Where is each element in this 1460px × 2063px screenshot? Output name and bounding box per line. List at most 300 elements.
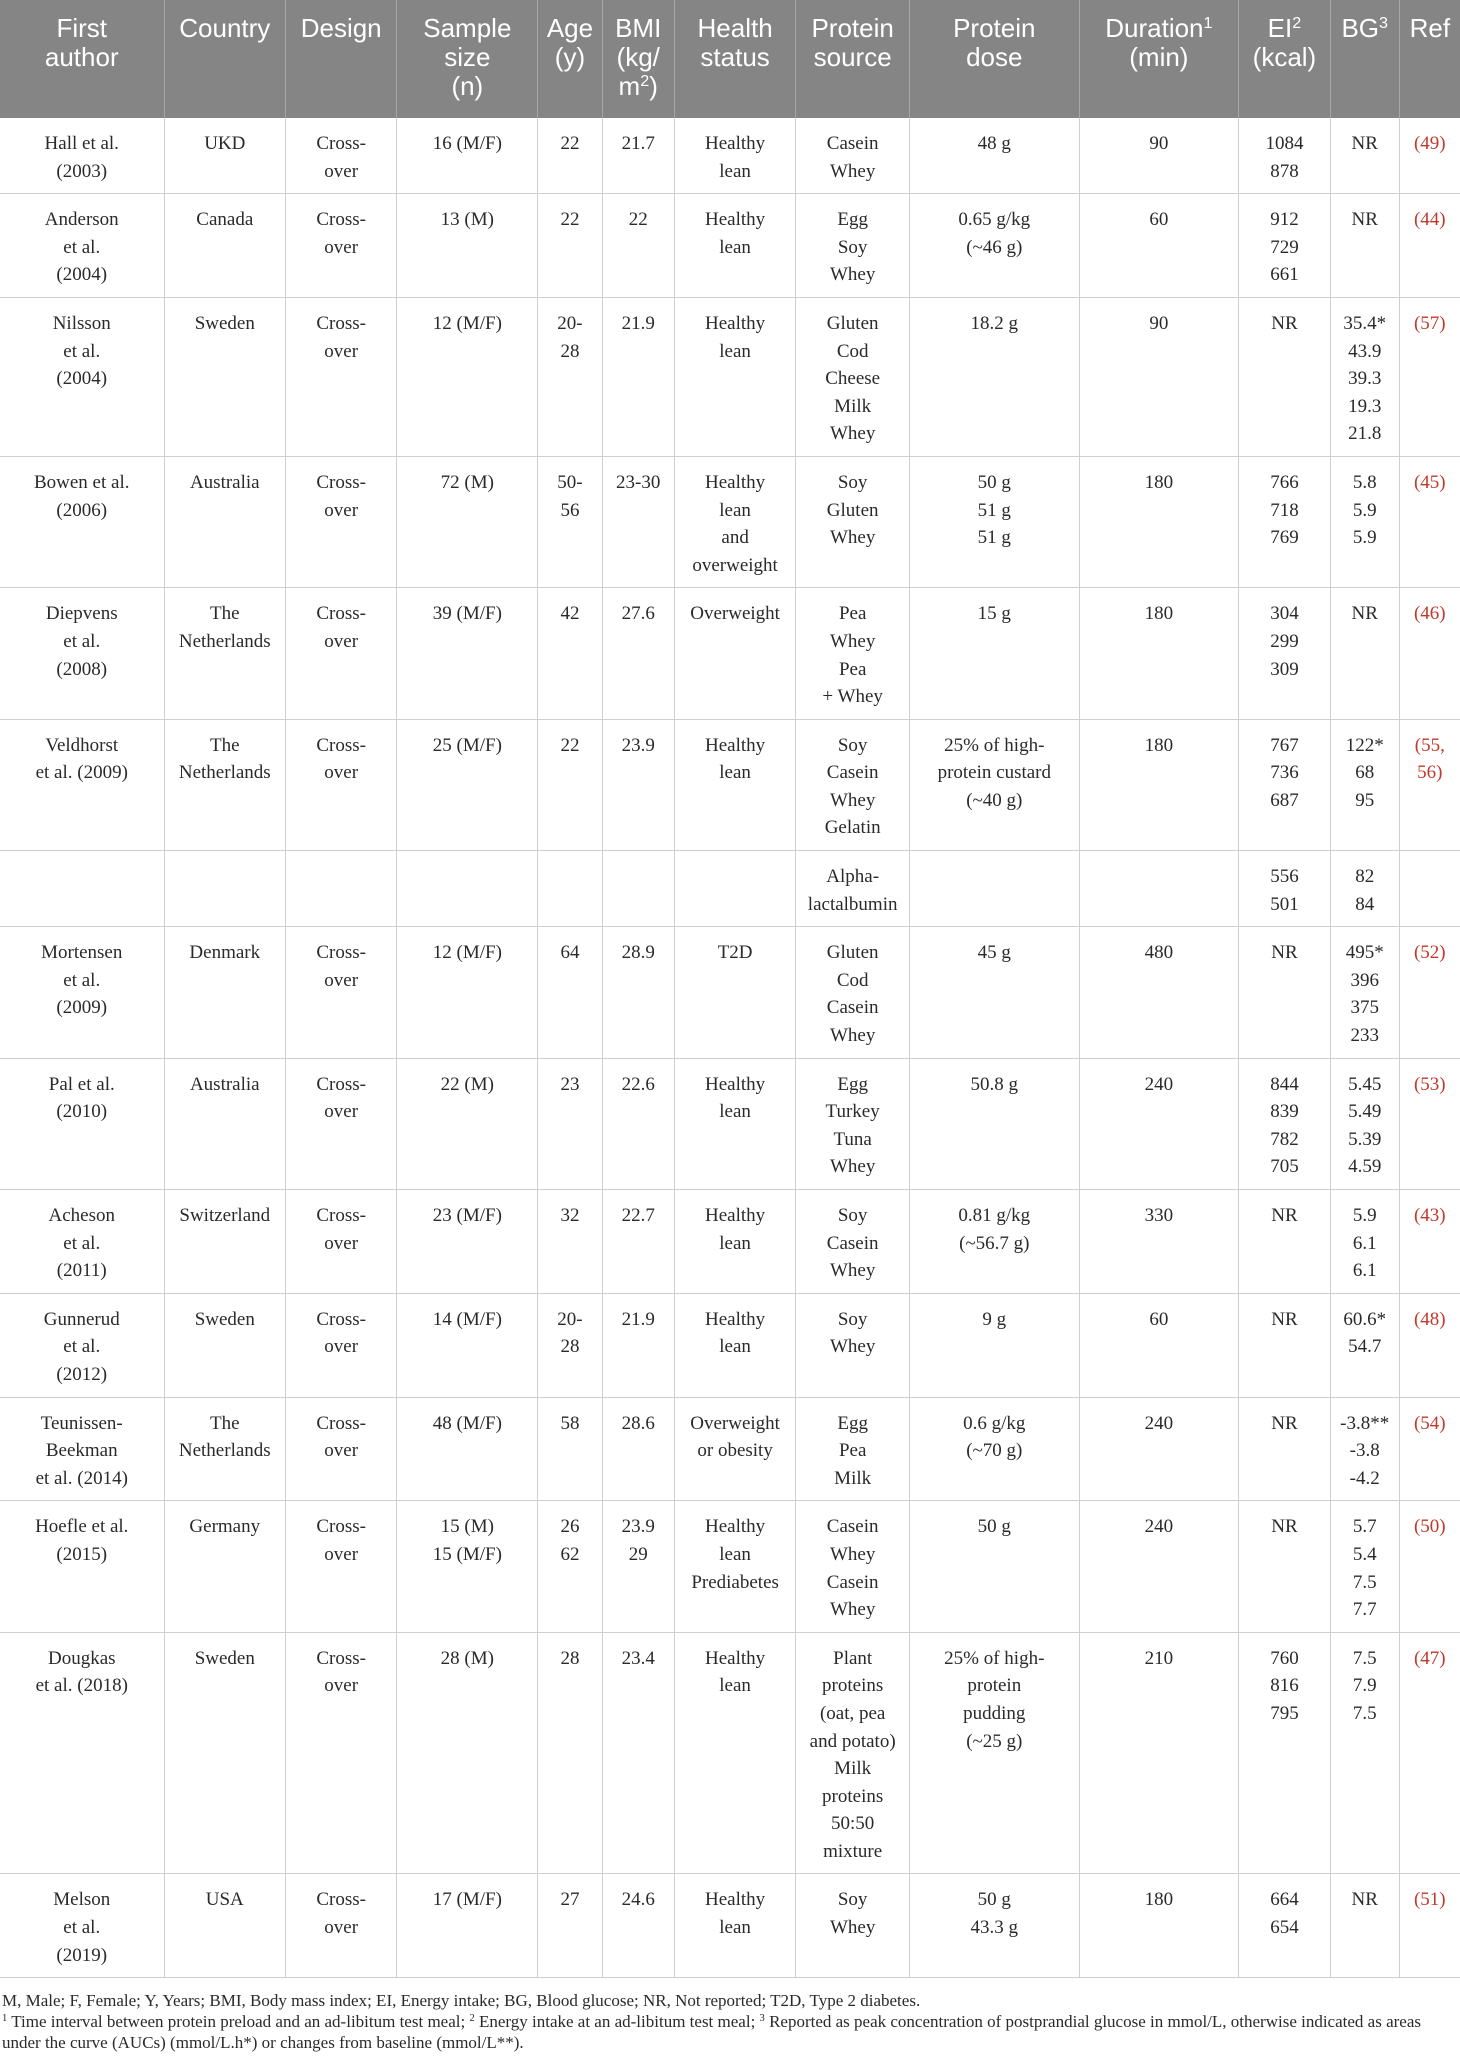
cell-line: 39 (M/F) (432, 603, 502, 625)
cell-line: Canada (196, 209, 254, 231)
cell-line: 180 (1144, 603, 1174, 625)
cell-line[interactable]: (50) (1413, 1516, 1446, 1538)
cell-line: (2009) (56, 997, 108, 1019)
cell-line: Hoefle et al. (35, 1516, 129, 1538)
cell-line: Milk (834, 395, 872, 417)
cell-line: -4.2 (1349, 1467, 1380, 1489)
cell-line: lean (719, 160, 751, 182)
cell-line: + Whey (822, 686, 883, 708)
cell-ei (1239, 1058, 1331, 1189)
cell-health (674, 1058, 796, 1189)
cell-line: 330 (1144, 1205, 1174, 1226)
cell-duration (1079, 719, 1238, 850)
cell-author (0, 456, 164, 587)
cell-design (286, 1058, 397, 1189)
cell-line[interactable]: 56) (1417, 762, 1443, 784)
cell-line: Anderson (44, 209, 119, 231)
cell-country (164, 118, 286, 194)
cell-bmi (602, 1632, 674, 1874)
cell-line: Casein (826, 133, 879, 154)
cell-line: and potato) (809, 1730, 896, 1752)
header-bmi-label: BMI (kg/ $m^2$) (615, 13, 662, 101)
cell-line: 58 (560, 1412, 580, 1434)
cell-line: Sweden (194, 1647, 255, 1669)
cell-line: pudding (963, 1702, 1026, 1724)
cell-line: The (210, 734, 240, 756)
cell-line[interactable]: (47) (1413, 1647, 1446, 1669)
cell-line: 912 (1270, 209, 1299, 231)
cell-ref (1399, 297, 1460, 456)
cell-line: (~56.7 g) (959, 1232, 1030, 1254)
cell-ei (1239, 297, 1331, 456)
cell-line: Cross- (316, 1889, 366, 1911)
cell-line: over (324, 1675, 359, 1697)
cell-line: 12 (M/F) (432, 942, 502, 964)
cell-health (674, 851, 796, 927)
cell-line: et al. (63, 1232, 101, 1254)
table-row (0, 1632, 1460, 1874)
cell-ref (1399, 1058, 1460, 1189)
cell-line: 15 (M/F) (432, 1543, 502, 1565)
cell-line: 180 (1144, 1889, 1174, 1911)
cell-line: NR (1351, 209, 1378, 231)
cell-source (796, 297, 910, 456)
cell-sample (397, 1397, 538, 1501)
cell-bg (1330, 1501, 1399, 1632)
cell-line: Pea (838, 603, 867, 625)
cell-source (796, 1874, 910, 1978)
cell-line: et al. (63, 340, 101, 362)
cell-line: Pal et al. (48, 1073, 115, 1095)
cell-line[interactable]: (54) (1413, 1412, 1446, 1434)
cell-country (164, 297, 286, 456)
cell-line[interactable]: (46) (1413, 603, 1446, 625)
cell-ref (1399, 118, 1460, 194)
cell-source (796, 1190, 910, 1294)
cell-line: Casein (826, 997, 879, 1019)
cell-line: (oat, pea (819, 1702, 886, 1724)
cell-design (286, 1397, 397, 1501)
cell-line: lean (719, 236, 751, 258)
cell-line: 21.8 (1348, 423, 1382, 445)
cell-line: Mortensen (41, 942, 123, 964)
cell-age (538, 1874, 602, 1978)
cell-author (0, 194, 164, 298)
table-footnotes (2, 1990, 1452, 2053)
cell-line: Dougkas (47, 1647, 116, 1669)
cell-line: Healthy (705, 1516, 766, 1538)
cell-author (0, 1874, 164, 1978)
cell-country (164, 851, 286, 927)
cell-bmi (602, 1874, 674, 1978)
cell-ref (1399, 456, 1460, 587)
cell-dose (909, 1397, 1079, 1501)
cell-line: 0.65 g/kg (958, 209, 1031, 231)
cell-line: 1084 (1265, 133, 1304, 154)
cell-line: Diepvens (45, 603, 118, 625)
cell-dose (909, 1190, 1079, 1294)
cell-line: 766 (1270, 471, 1299, 493)
cell-age (538, 588, 602, 719)
cell-line: 17 (M/F) (432, 1889, 502, 1911)
cell-sample (397, 1293, 538, 1397)
cell-author (0, 1632, 164, 1874)
cell-line: overweight (692, 554, 778, 576)
cell-line: et al. (2009) (35, 762, 128, 784)
cell-age (538, 456, 602, 587)
cell-sample (397, 1874, 538, 1978)
cell-bmi (602, 456, 674, 587)
cell-line: 54.7 (1348, 1336, 1382, 1358)
cell-age (538, 1397, 602, 1501)
cell-author (0, 297, 164, 456)
cell-bg (1330, 118, 1399, 194)
cell-line: over (324, 1440, 359, 1462)
cell-line: 68 (1355, 762, 1375, 784)
cell-dose (909, 194, 1079, 298)
cell-line: (2011) (56, 1260, 107, 1282)
cell-line: Soy (837, 236, 868, 258)
cell-line: Egg (837, 1412, 868, 1434)
cell-line: Netherlands (178, 630, 271, 652)
cell-line: Switzerland (179, 1205, 271, 1226)
cell-line: 20- (557, 1308, 583, 1330)
cell-line[interactable]: (45) (1413, 471, 1446, 493)
cell-dose (909, 719, 1079, 850)
cell-line: 22 (560, 734, 580, 756)
cell-sample (397, 456, 538, 587)
cell-line: 844 (1270, 1073, 1299, 1095)
cell-line: 654 (1270, 1917, 1299, 1939)
cell-line: (2010) (56, 1101, 108, 1123)
cell-line[interactable]: (51) (1413, 1889, 1446, 1911)
cell-line: Cross- (316, 209, 366, 231)
cell-line: 56 (560, 499, 580, 521)
cell-line: lean (719, 1675, 751, 1697)
cell-line: Turkey (825, 1101, 880, 1123)
cell-line: 28.6 (621, 1412, 655, 1434)
cell-line: 48 (M/F) (432, 1412, 502, 1434)
cell-line: Whey (829, 630, 876, 652)
cell-bmi (602, 1501, 674, 1632)
cell-health (674, 1501, 796, 1632)
cell-line: Netherlands (178, 762, 271, 784)
cell-line: 28.9 (621, 942, 655, 964)
cell-line: 15 (M) (440, 1516, 494, 1538)
cell-line: (2004) (56, 368, 108, 390)
cell-dose (909, 851, 1079, 927)
cell-line: et al. (63, 1917, 101, 1939)
cell-line: 48 g (977, 133, 1011, 154)
cell-line: 22 (628, 209, 648, 231)
header-sample-size (397, 0, 538, 118)
cell-bmi (602, 118, 674, 194)
cell-line: Teunissen- (40, 1412, 123, 1434)
cell-sample (397, 927, 538, 1058)
cell-line: 210 (1144, 1647, 1174, 1669)
cell-sample (397, 194, 538, 298)
cell-bg (1330, 851, 1399, 927)
table-header (0, 0, 1460, 118)
cell-design (286, 719, 397, 850)
cell-line: 480 (1144, 942, 1174, 964)
cell-line[interactable]: (43) (1413, 1205, 1446, 1226)
cell-bg (1330, 1632, 1399, 1874)
cell-line: over (324, 340, 359, 362)
header-first-author-label: First author (44, 13, 119, 72)
cell-country (164, 456, 286, 587)
cell-line: Whey (829, 160, 876, 182)
cell-line: Cross- (316, 1073, 366, 1095)
cell-line: 39.3 (1348, 368, 1382, 390)
cell-line: 180 (1144, 734, 1174, 756)
cell-dose (909, 297, 1079, 456)
cell-line: 122* (1345, 734, 1384, 756)
cell-line: 27.6 (621, 603, 655, 625)
cell-age (538, 1293, 602, 1397)
cell-line: lactalbumin (807, 893, 898, 915)
cell-bmi (602, 1397, 674, 1501)
cell-line: Whey (829, 789, 876, 811)
cell-ei (1239, 851, 1331, 927)
cell-health (674, 194, 796, 298)
cell-line: T2D (717, 942, 753, 964)
header-duration-label: Duration$^1$ (min) (1105, 13, 1213, 72)
cell-line: 240 (1144, 1073, 1174, 1095)
cell-line: 22 (560, 209, 580, 231)
cell-design (286, 1190, 397, 1294)
cell-source (796, 118, 910, 194)
cell-line: 664 (1270, 1889, 1299, 1911)
header-country (164, 0, 286, 118)
cell-line: proteins (822, 1785, 884, 1807)
cell-line: 20- (557, 312, 583, 334)
cell-line: Tuna (833, 1128, 872, 1150)
header-ei-label: $EI^2$ (kcal) (1252, 13, 1317, 72)
cell-line: 50 g (977, 1516, 1011, 1538)
cell-design (286, 851, 397, 927)
cell-sample (397, 1501, 538, 1632)
cell-line: Sweden (194, 1308, 255, 1330)
cell-duration (1079, 927, 1238, 1058)
cell-source (796, 851, 910, 927)
cell-line: Milk (834, 1758, 872, 1780)
table-body (0, 118, 1460, 1978)
cell-line: lean (719, 1232, 751, 1254)
cell-bmi (602, 194, 674, 298)
cell-dose (909, 588, 1079, 719)
cell-line: Gelatin (824, 817, 881, 839)
cell-ei (1239, 118, 1331, 194)
cell-line[interactable]: (55, (1414, 734, 1445, 756)
cell-dose (909, 456, 1079, 587)
cell-health (674, 1190, 796, 1294)
cell-duration (1079, 456, 1238, 587)
cell-line: 782 (1270, 1128, 1299, 1150)
cell-source (796, 456, 910, 587)
cell-design (286, 118, 397, 194)
cell-dose (909, 118, 1079, 194)
cell-line: Healthy (705, 1073, 766, 1095)
cell-line: Casein (826, 762, 879, 784)
cell-duration (1079, 1632, 1238, 1874)
cell-author (0, 851, 164, 927)
cell-line: 50.8 g (970, 1073, 1019, 1095)
cell-line: 661 (1270, 264, 1299, 286)
cell-line: 82 (1355, 866, 1375, 888)
cell-ref (1399, 588, 1460, 719)
cell-line: 15 g (977, 603, 1011, 625)
cell-line: et al. (63, 236, 101, 258)
cell-line: (2003) (56, 160, 108, 182)
cell-line: (~40 g) (966, 789, 1023, 811)
cell-line: Soy (837, 1205, 868, 1226)
cell-bmi (602, 1293, 674, 1397)
cell-line: 19.3 (1348, 395, 1382, 417)
cell-sample (397, 1058, 538, 1189)
cell-line: 729 (1270, 236, 1299, 258)
cell-line: over (324, 236, 359, 258)
cell-line: proteins (822, 1675, 884, 1697)
cell-line: Cod (836, 969, 869, 991)
cell-age (538, 297, 602, 456)
header-ei (1239, 0, 1331, 118)
cell-ei (1239, 1874, 1331, 1978)
header-ref-label: Ref (1409, 13, 1451, 43)
cell-line[interactable]: (52) (1413, 942, 1446, 964)
cell-line: Gluten (826, 499, 879, 521)
cell-line: Whey (829, 1025, 876, 1047)
cell-author (0, 1190, 164, 1294)
table-row (0, 297, 1460, 456)
cell-line: 23-30 (616, 471, 661, 493)
cell-line[interactable]: (49) (1413, 133, 1446, 154)
cell-line: Whey (829, 1543, 876, 1565)
cell-line: Pea (838, 658, 867, 680)
cell-design (286, 456, 397, 587)
cell-design (286, 927, 397, 1058)
cell-line: Plant (833, 1647, 873, 1669)
cell-line: (2015) (56, 1543, 108, 1565)
cell-line: Egg (837, 209, 868, 231)
cell-line: Australia (189, 471, 260, 493)
cell-dose (909, 1874, 1079, 1978)
cell-age (538, 118, 602, 194)
cell-line: 27 (560, 1889, 580, 1911)
cell-duration (1079, 1397, 1238, 1501)
cell-age (538, 1058, 602, 1189)
cell-line: Bowen et al. (33, 471, 130, 493)
cell-line: (2012) (56, 1363, 108, 1385)
cell-line: Healthy (705, 1308, 766, 1330)
cell-line: Soy (837, 471, 868, 493)
cell-country (164, 588, 286, 719)
cell-ref (1399, 1874, 1460, 1978)
cell-line: 5.9 (1352, 1205, 1377, 1226)
cell-health (674, 456, 796, 587)
cell-design (286, 194, 397, 298)
cell-line[interactable]: (48) (1413, 1308, 1446, 1330)
cell-line: 25 (M/F) (432, 734, 502, 756)
cell-duration (1079, 1501, 1238, 1632)
cell-health (674, 927, 796, 1058)
cell-line: 839 (1270, 1101, 1299, 1123)
cell-ei (1239, 1632, 1331, 1874)
cell-line[interactable]: (57) (1413, 312, 1446, 334)
cell-source (796, 194, 910, 298)
cell-line: 22 (M) (440, 1073, 494, 1095)
cell-line: 43.9 (1348, 340, 1382, 362)
cell-health (674, 1874, 796, 1978)
cell-line: 60.6* (1343, 1308, 1387, 1330)
cell-bg (1330, 194, 1399, 298)
cell-line: Cross- (316, 1516, 366, 1538)
cell-line[interactable]: (44) (1413, 209, 1446, 231)
cell-line: USA (205, 1889, 244, 1911)
cell-line: 309 (1270, 658, 1299, 680)
cell-line: Cross- (316, 133, 366, 154)
cell-line: over (324, 1232, 359, 1254)
cell-line: Healthy (705, 209, 766, 231)
cell-country (164, 1632, 286, 1874)
header-protein-source (796, 0, 910, 118)
cell-line: 28 (560, 1336, 580, 1358)
cell-health (674, 719, 796, 850)
cell-ei (1239, 1190, 1331, 1294)
cell-line: Casein (826, 1571, 879, 1593)
cell-line: 878 (1270, 160, 1299, 182)
cell-line: Gluten (826, 312, 879, 334)
cell-duration (1079, 1874, 1238, 1978)
cell-line: Cross- (316, 1308, 366, 1330)
cell-duration (1079, 1190, 1238, 1294)
cell-line: mixture (823, 1840, 883, 1862)
cell-line: Soy (837, 1889, 868, 1911)
footnote-notes: $^1$ Time interval between protein preload and an ad-libitum test meal; $^2$ Energy intake at an ad-libitum test meal; $^3$ Reported as peak concentration of postprandial glucose in mmol/L, otherwise indicated as areas under the curve (AUCs) (mmol/L.h*) or changes from baseline (mmol/L**). (2, 2012, 1421, 2052)
cell-line: Whey (829, 1260, 876, 1282)
header-duration (1079, 0, 1238, 118)
cell-line: Prediabetes (691, 1571, 779, 1593)
cell-line: 705 (1270, 1156, 1299, 1178)
cell-bmi (602, 927, 674, 1058)
cell-line: over (324, 499, 359, 521)
cell-line[interactable]: (53) (1413, 1073, 1446, 1095)
cell-line: Gluten (826, 942, 879, 964)
cell-dose (909, 1058, 1079, 1189)
cell-line: -3.8** (1340, 1412, 1390, 1434)
header-bmi (602, 0, 674, 118)
cell-duration (1079, 1058, 1238, 1189)
cell-line: 26 (560, 1516, 580, 1538)
cell-line: Melson (53, 1889, 111, 1911)
cell-line: 240 (1144, 1516, 1174, 1538)
cell-author (0, 1397, 164, 1501)
cell-line: 51 g (977, 499, 1011, 521)
cell-bmi (602, 1058, 674, 1189)
cell-author (0, 118, 164, 194)
cell-line: 32 (560, 1205, 580, 1226)
cell-line: (~25 g) (966, 1730, 1023, 1752)
cell-bg (1330, 1293, 1399, 1397)
cell-health (674, 1293, 796, 1397)
cell-ei (1239, 1293, 1331, 1397)
cell-duration (1079, 118, 1238, 194)
footnote-abbreviations: M, Male; F, Female; Y, Years; BMI, Body mass index; EI, Energy intake; BG, Blood glucose; NR, Not reported; T2D, Type 2 diabetes. (2, 1991, 921, 2010)
cell-line: Cross- (316, 1647, 366, 1669)
cell-line: lean (719, 1101, 751, 1123)
cell-line: 60 (1149, 1308, 1169, 1330)
cell-line: and (721, 527, 749, 549)
